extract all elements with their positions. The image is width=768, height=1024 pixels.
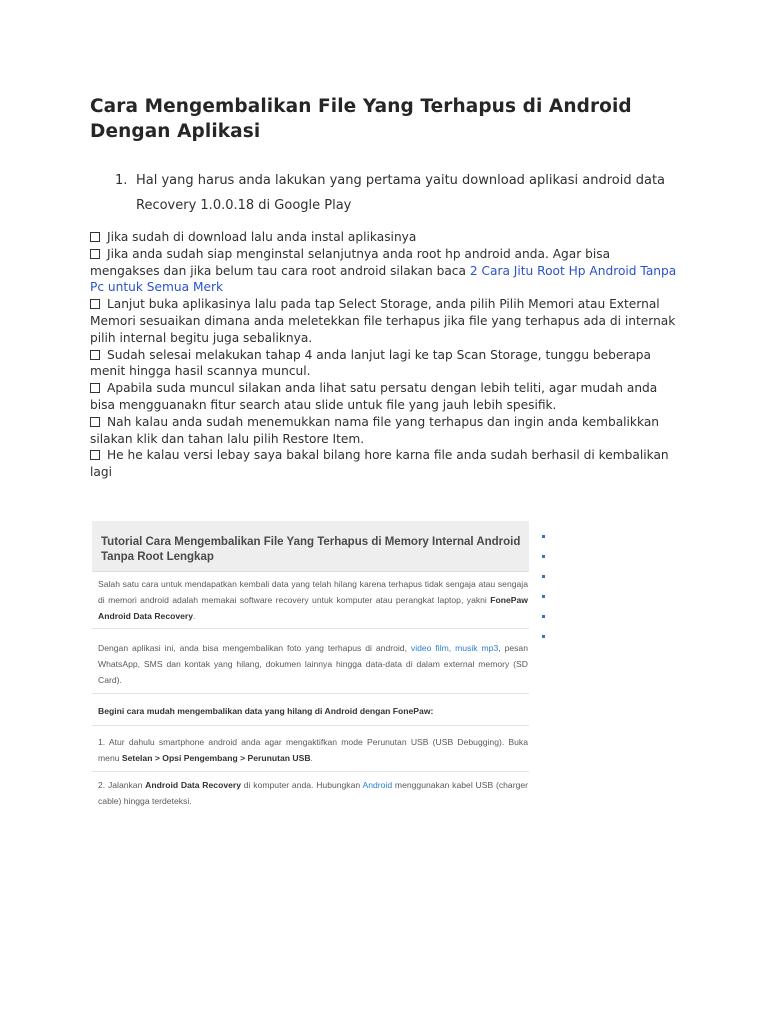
embedded-paragraph-5	[98, 777, 528, 809]
embedded-screenshot	[92, 521, 552, 821]
checkbox-icon[interactable]	[90, 232, 100, 242]
embedded-paragraph-2	[98, 640, 528, 688]
app-name: FonePaw Android Data Recovery	[98, 595, 528, 621]
paragraph-text: , pesan WhatsApp, SMS dan kontak yang hilang, dokumen lainnya hingga data-data di dalam external memory (SD Card).	[98, 643, 528, 685]
checkbox-icon[interactable]	[90, 350, 100, 360]
bullet-icon	[542, 555, 545, 558]
app-name: Android Data Recovery	[145, 780, 242, 790]
checklist-item	[90, 414, 680, 448]
divider	[92, 628, 529, 629]
bullet-icon	[542, 535, 545, 538]
bullet-icon	[542, 595, 545, 598]
embedded-paragraph-3	[98, 703, 528, 719]
checklist-item-text: Sudah selesai melakukan tahap 4 anda lanjut lagi ke tap Scan Storage, tunggu beberapa menit hingga hasil scannya muncul.	[90, 347, 651, 379]
step-text: Hal yang harus anda lakukan yang pertama yaitu download aplikasi android data Recovery 1.0.0.18 di Google Play	[136, 173, 666, 213]
menu-path: Setelan > Opsi Pengembang > Perunutan USB	[121, 753, 311, 763]
bullet-icon	[542, 635, 545, 638]
paragraph-text: Salah satu cara untuk mendapatkan kembali data yang telah hilang karena terhapus tidak sengaja atau sengaja di memori android adalah memakai software recovery untuk komputer atau perangkat laptop, yakni	[98, 579, 528, 605]
checklist-item-text: Apabila suda muncul silakan anda lihat satu persatu dengan lebih teliti, agar mudah anda bisa mengguanakn fitur search atau slide untuk file yang jauh lebih spesifik.	[90, 381, 658, 412]
step-number: 1.	[115, 173, 128, 188]
checklist-item	[90, 347, 680, 381]
divider	[92, 693, 529, 694]
paragraph-heading: Begini cara mudah mengembalikan data yang hilang di Android dengan FonePaw:	[98, 706, 434, 716]
paragraph-text: 1. Atur dahulu smartphone android anda agar mengaktifkan mode Perunutan USB (USB Debugging). Buka menu	[98, 737, 528, 763]
checklist-item-text: Lanjut buka aplikasinya lalu pada tap Select Storage, anda pilih Pilih Memori atau External Memori sesuaikan dimana anda meletekkan file terhapus jika file yang terhapus ada di internak pilih internal begitu juga sebaliknya.	[90, 297, 676, 345]
numbered-step-1	[115, 168, 675, 218]
checkbox-icon[interactable]	[90, 249, 100, 259]
checklist	[90, 229, 680, 481]
paragraph-text: 2. Jalankan	[98, 780, 146, 790]
bullet-icon	[542, 615, 545, 618]
checklist-item-text: Nah kalau anda sudah menemukkan nama file yang terhapus dan ingin anda kembalikkan silakan klik dan tahan lalu pilih Restore Item.	[90, 414, 660, 446]
checklist-item	[90, 447, 680, 481]
paragraph-text: .	[310, 753, 313, 763]
checklist-item-text: Jika sudah di download lalu anda instal aplikasinya	[107, 230, 417, 244]
checklist-item	[90, 380, 680, 414]
checkbox-icon[interactable]	[90, 417, 100, 427]
paragraph-text: Dengan aplikasi ini, anda bisa mengembalikan foto yang terhapus di android,	[98, 643, 411, 653]
checkbox-icon[interactable]	[90, 450, 100, 460]
checklist-item-text: Jika anda sudah siap menginstal selanjutnya anda root hp android anda. Agar bisa mengakses dan jika belum tau cara root android silakan baca	[90, 246, 611, 278]
embedded-paragraph-4	[98, 734, 528, 766]
side-bullets	[540, 535, 550, 655]
checklist-item-text: He he kalau versi lebay saya bakal bilang hore karna file anda sudah berhasil di kembalikan lagi	[90, 448, 669, 480]
checkbox-icon[interactable]	[90, 383, 100, 393]
checklist-item	[90, 229, 680, 246]
paragraph-text: .	[193, 611, 196, 621]
paragraph-text: menggunakan kabel USB (charger cable) hingga terdeteksi.	[98, 780, 528, 806]
divider	[92, 725, 529, 726]
checklist-item	[90, 296, 680, 346]
root-guide-link[interactable]: 2 Cara Jitu Root Hp Android Tanpa Pc untuk Semua Merk	[90, 263, 677, 295]
bullet-icon	[542, 575, 545, 578]
embedded-paragraph-1	[98, 576, 528, 624]
embedded-header	[92, 521, 529, 572]
embedded-title: Tutorial Cara Mengembalikan File Yang Terhapus di Memory Internal Android Tanpa Root Lengkap	[101, 536, 521, 563]
document-title: Cara Mengembalikan File Yang Terhapus di Android Dengan Aplikasi	[90, 96, 632, 142]
checklist-item	[90, 246, 680, 296]
paragraph-text: di komputer anda. Hubungkan	[241, 780, 363, 790]
checkbox-icon[interactable]	[90, 299, 100, 309]
android-link[interactable]: Android	[362, 780, 393, 790]
divider	[92, 771, 529, 772]
media-link[interactable]: video film, musik mp3	[410, 643, 499, 653]
